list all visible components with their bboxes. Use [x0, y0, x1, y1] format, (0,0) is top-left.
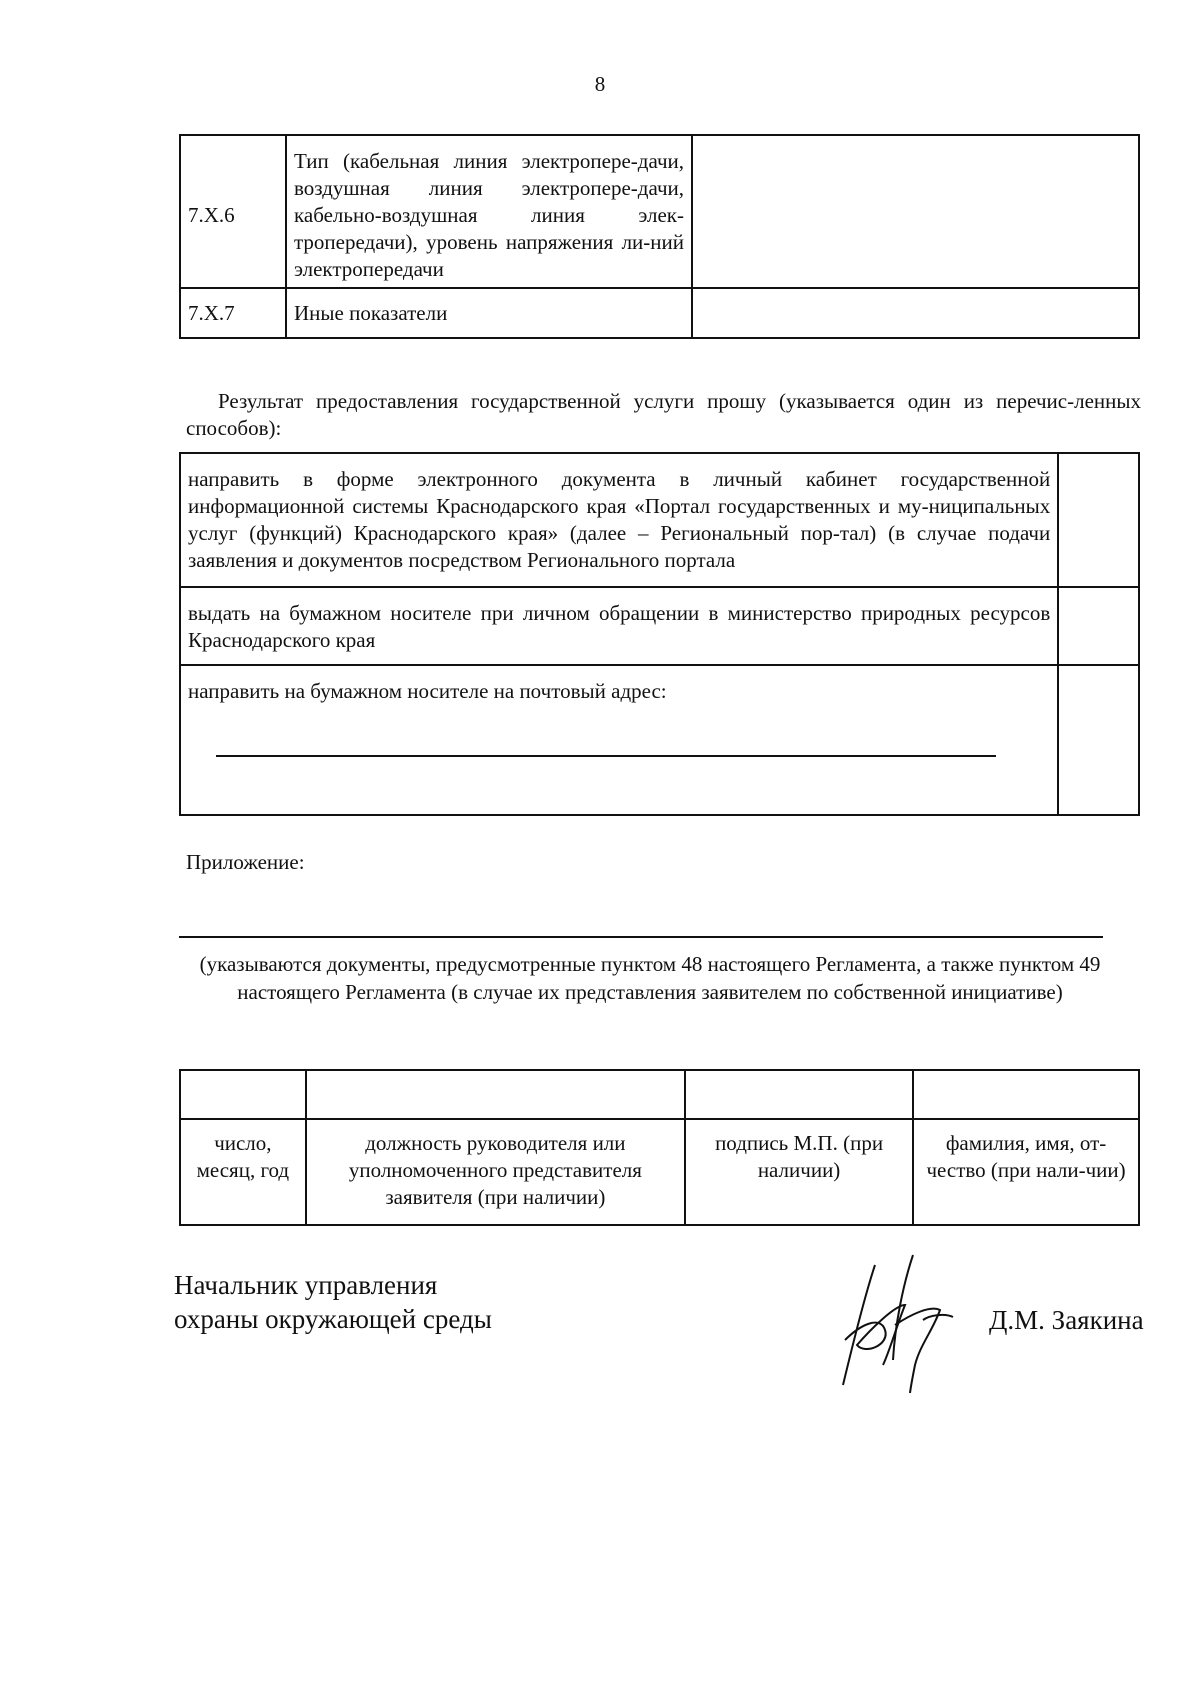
appendix-note: (указываются документы, предусмотренные пунктом 48 настоящего Регламента, а также пунктом 49 настоящего Регламента (в случае их представления заявителем по собственной инициативе) — [199, 952, 1101, 1004]
indicator-value-field[interactable] — [692, 135, 1139, 288]
signing-fields-row — [180, 1070, 1139, 1119]
delivery-option-label: выдать на бумажном носителе при личном обращении в министерство природных ресурсов Краснодарского края — [180, 587, 1058, 665]
postal-address-line[interactable] — [216, 755, 996, 757]
delivery-option-row — [180, 587, 1139, 665]
signature-caption: подпись М.П. (при наличии) — [685, 1119, 913, 1225]
delivery-option-row — [180, 453, 1139, 587]
delivery-option-label: направить на бумажном носителе на почтовый адрес: — [188, 679, 667, 703]
position-caption: должность руководителя или уполномоченного представителя заявителя (при наличии) — [306, 1119, 685, 1225]
indicator-value-field[interactable] — [692, 288, 1139, 338]
table-row — [180, 135, 1139, 288]
signatory-title — [174, 1268, 492, 1336]
delivery-option-checkbox[interactable] — [1058, 665, 1139, 815]
handwritten-signature — [835, 1245, 965, 1395]
indicator-number: 7.X.7 — [180, 288, 286, 338]
result-request-text: Результат предоставления государственной услуги прошу (указывается один из перечис-ленных способов): — [186, 389, 1141, 440]
indicator-label: Тип (кабельная линия электропере-дачи, воздушная линия электропере-дачи, кабельно-воздушная линия элек-тропередачи), уровень напряжения ли-ний электропередачи — [286, 135, 692, 288]
delivery-option-label: направить в форме электронного документа в личный кабинет государственной информационной системы Краснодарского края «Портал государственных и му-ниципальных услуг (функций) Краснодарского края» (далее – Региональный пор-тал) (в случае подачи заявления и документов посредством Регионального портала — [180, 453, 1058, 587]
indicators-table — [179, 134, 1140, 339]
appendix-fill-line[interactable] — [179, 936, 1103, 938]
indicator-number: 7.X.6 — [180, 135, 286, 288]
signature-field[interactable] — [685, 1070, 913, 1119]
delivery-options-table — [179, 452, 1140, 816]
date-field[interactable] — [180, 1070, 306, 1119]
date-caption: число, месяц, год — [180, 1119, 306, 1225]
signatory-name: Д.М. Заякина — [989, 1305, 1144, 1335]
full-name-caption: фамилия, имя, от-чество (при нали-чии) — [913, 1119, 1139, 1225]
delivery-option-cell — [180, 665, 1058, 815]
appendix-label: Приложение: — [186, 850, 305, 874]
delivery-option-row — [180, 665, 1139, 815]
signing-captions-row — [180, 1119, 1139, 1225]
delivery-option-checkbox[interactable] — [1058, 453, 1139, 587]
delivery-option-checkbox[interactable] — [1058, 587, 1139, 665]
signing-table — [179, 1069, 1140, 1226]
page-number: 8 — [594, 72, 606, 96]
position-field[interactable] — [306, 1070, 685, 1119]
signatory-title-line: Начальник управления — [174, 1270, 438, 1300]
full-name-field[interactable] — [913, 1070, 1139, 1119]
signatory-title-line: охраны окружающей среды — [174, 1304, 492, 1334]
table-row — [180, 288, 1139, 338]
indicator-label: Иные показатели — [286, 288, 692, 338]
